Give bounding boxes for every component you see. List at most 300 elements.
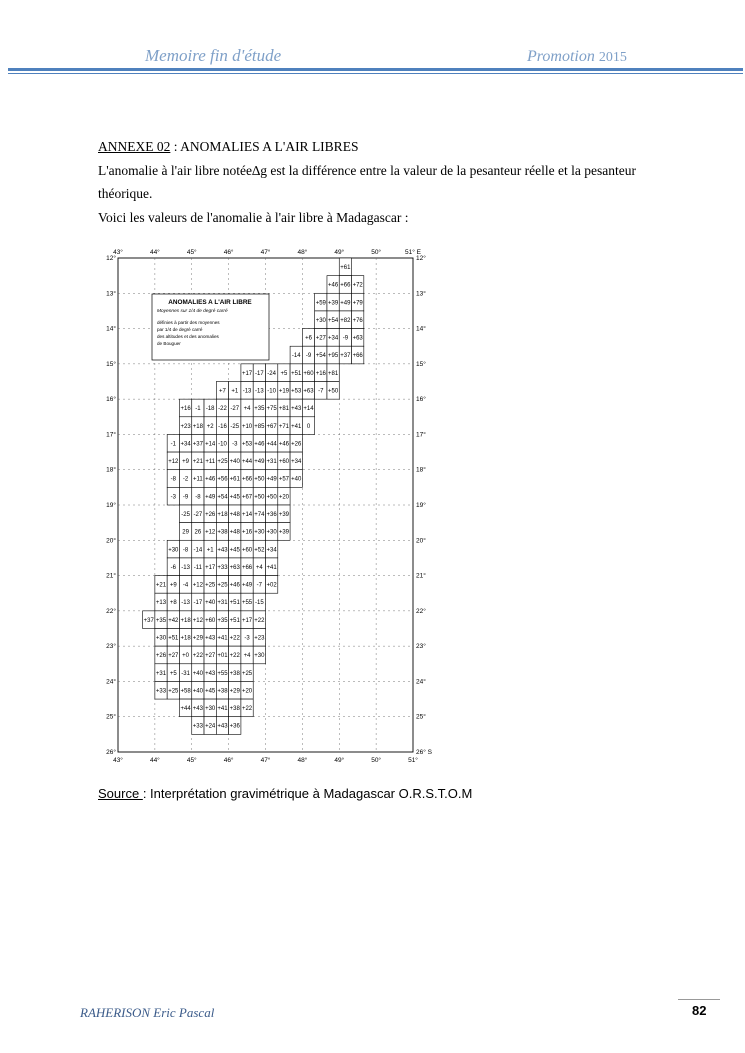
- anomaly-value: +25: [168, 688, 179, 695]
- anomaly-cell: [179, 646, 191, 664]
- anomaly-cell: [290, 346, 302, 364]
- anomaly-cell: [253, 611, 265, 629]
- anomaly-value: +45: [205, 688, 216, 695]
- anomaly-value: -25: [181, 512, 190, 519]
- anomaly-cell: [179, 593, 191, 611]
- anomaly-cell: [229, 434, 241, 452]
- anomaly-value: +50: [254, 494, 265, 501]
- anomaly-value: -11: [193, 564, 203, 571]
- anomaly-cell: [167, 470, 179, 488]
- anomaly-value: -7: [256, 582, 263, 589]
- anomaly-value: +22: [192, 653, 203, 660]
- anomaly-cell: [192, 664, 204, 682]
- anomaly-cell: [179, 399, 191, 417]
- anomaly-cell: [216, 681, 228, 699]
- anomaly-cell: [216, 540, 228, 558]
- anomaly-cell: [266, 470, 278, 488]
- anomaly-cell: [179, 664, 191, 682]
- anomaly-cell: [229, 452, 241, 470]
- anomaly-value: +33: [217, 564, 228, 571]
- legend-subtitle: Moyennes sur 1/4 de degré carré: [157, 309, 228, 314]
- anomaly-value: +27: [315, 335, 326, 342]
- anomaly-value: +71: [278, 423, 290, 430]
- anomaly-value: +46: [254, 441, 265, 448]
- anomaly-value: +38: [229, 670, 240, 677]
- anomaly-cell: [315, 364, 327, 382]
- anomaly-value: +59: [315, 300, 326, 307]
- anomaly-value: +46: [328, 282, 339, 289]
- header-title-left: Memoire fin d'étude: [145, 46, 282, 65]
- anomaly-cell: [179, 576, 191, 594]
- anomaly-value: -3: [244, 635, 250, 642]
- anomaly-cell: [290, 417, 302, 435]
- anomaly-cell: [192, 646, 204, 664]
- anomaly-value: +34: [180, 441, 191, 448]
- anomaly-cell: [216, 611, 228, 629]
- anomaly-value: +41: [266, 564, 277, 571]
- anomaly-value: +49: [340, 300, 351, 307]
- anomaly-value: +66: [352, 353, 363, 360]
- anomaly-value: -1: [195, 406, 201, 413]
- anomaly-value: +60: [241, 547, 253, 554]
- anomaly-value: +51: [168, 635, 179, 642]
- anomaly-cell: [204, 717, 216, 735]
- anomaly-cell: [216, 523, 228, 541]
- longitude-label-bottom: 51°: [408, 757, 418, 764]
- anomaly-cell: [179, 470, 191, 488]
- anomaly-value: +19: [278, 388, 290, 395]
- legend-title: ANOMALIES A L'AIR LIBRE: [168, 299, 252, 306]
- anomaly-cell: [179, 417, 191, 435]
- anomaly-value: +41: [217, 706, 228, 713]
- anomaly-value: 26: [194, 529, 202, 536]
- anomaly-value: +60: [278, 459, 290, 466]
- anomaly-value: +46: [205, 476, 216, 483]
- anomaly-value: +55: [241, 600, 253, 607]
- anomaly-value: +50: [328, 388, 339, 395]
- anomaly-cell: [216, 629, 228, 647]
- anomaly-cell: [192, 434, 204, 452]
- anomaly-value: +38: [217, 688, 228, 695]
- anomaly-cell: [339, 293, 351, 311]
- anomaly-cell: [204, 558, 216, 576]
- anomaly-value: +66: [241, 476, 253, 483]
- anomaly-cell: [229, 399, 241, 417]
- anomaly-value: +2: [206, 423, 214, 430]
- anomaly-cell: [278, 452, 290, 470]
- anomaly-value: 29: [182, 529, 189, 536]
- latitude-label-right: 15°: [416, 360, 426, 368]
- anomaly-cell: [302, 382, 314, 400]
- anomaly-value: -16: [218, 423, 227, 430]
- anomaly-cell: [204, 399, 216, 417]
- anomaly-cell: [253, 540, 265, 558]
- anomaly-cell: [253, 452, 265, 470]
- anomaly-cell: [290, 434, 302, 452]
- anomaly-cell: [266, 523, 278, 541]
- latitude-label-left: 21°: [106, 572, 116, 580]
- anomaly-cell: [192, 399, 204, 417]
- anomaly-value: +20: [278, 494, 290, 501]
- anomaly-value: +46: [229, 582, 240, 589]
- anomaly-value: +5: [280, 370, 288, 377]
- longitude-label-bottom: 45°: [186, 757, 197, 764]
- anomaly-value: +4: [255, 564, 263, 571]
- anomaly-cell: [266, 399, 278, 417]
- anomaly-value: +16: [180, 406, 191, 413]
- anomaly-value: +4: [243, 653, 251, 660]
- anomaly-cell: [179, 487, 191, 505]
- anomaly-value: +42: [168, 617, 179, 624]
- anomaly-value: +10: [241, 423, 253, 430]
- anomaly-cell: [352, 276, 364, 294]
- anomaly-cell: [229, 470, 241, 488]
- latitude-label-left: 16°: [106, 396, 116, 404]
- longitude-label-top: 50°: [371, 249, 382, 256]
- annex-title: [98, 137, 358, 157]
- anomaly-cell: [179, 505, 191, 523]
- anomaly-cell: [179, 681, 191, 699]
- source-note: [98, 786, 472, 801]
- anomaly-cell: [216, 576, 228, 594]
- longitude-label-top: 43°: [113, 249, 123, 256]
- anomaly-cell: [216, 699, 228, 717]
- annex-label: ANNEXE 02: [98, 139, 171, 154]
- longitude-label-bottom: 46°: [223, 757, 234, 764]
- anomaly-cell: [241, 558, 253, 576]
- anomaly-value: -17: [193, 600, 203, 607]
- anomaly-value: +02: [266, 582, 277, 589]
- page-number: 82: [692, 1003, 707, 1018]
- anomaly-cell: [253, 382, 265, 400]
- latitude-label-left: 19°: [106, 502, 116, 509]
- anomaly-value: +5: [169, 670, 177, 677]
- latitude-label-left: 23°: [106, 643, 116, 651]
- anomaly-value: +44: [266, 441, 277, 448]
- anomaly-value: +41: [291, 423, 302, 430]
- anomaly-cell: [155, 576, 167, 594]
- anomaly-cell: [229, 611, 241, 629]
- anomaly-cell: [229, 487, 241, 505]
- anomaly-cell: [192, 523, 204, 541]
- anomaly-cell: [167, 452, 179, 470]
- anomaly-cell: [192, 681, 204, 699]
- anomaly-cell: [253, 505, 265, 523]
- anomaly-value: +25: [217, 582, 228, 589]
- anomaly-value: +7: [219, 388, 226, 395]
- anomaly-cell: [179, 523, 191, 541]
- anomaly-cell: [192, 540, 204, 558]
- anomaly-value: +17: [241, 617, 253, 624]
- anomaly-cell: [229, 593, 241, 611]
- anomaly-value: +22: [229, 635, 240, 642]
- anomaly-value: -17: [255, 370, 264, 377]
- anomaly-cell: [229, 505, 241, 523]
- anomaly-cell: [229, 664, 241, 682]
- anomaly-value: +36: [266, 512, 277, 519]
- anomaly-cell: [278, 434, 290, 452]
- anomaly-cell: [241, 417, 253, 435]
- latitude-label-left: 24°: [106, 678, 116, 686]
- anomaly-value: +60: [205, 617, 216, 624]
- anomaly-value: +31: [217, 600, 228, 607]
- anomaly-value: +45: [229, 547, 240, 554]
- anomaly-cell: [155, 593, 167, 611]
- longitude-label-top: 51° E: [405, 249, 421, 256]
- anomaly-value: +33: [155, 688, 167, 695]
- anomaly-cell: [241, 540, 253, 558]
- anomaly-value: +36: [229, 723, 240, 730]
- anomaly-value: +29: [192, 635, 203, 642]
- anomaly-value: +67: [241, 494, 253, 501]
- anomaly-value: -14: [193, 547, 203, 554]
- anomaly-cell: [290, 470, 302, 488]
- anomaly-value: +46: [278, 441, 290, 448]
- anomaly-value: +11: [205, 459, 216, 466]
- anomaly-cell: [192, 452, 204, 470]
- anomaly-value: +39: [278, 529, 290, 536]
- anomaly-value: +22: [229, 653, 240, 660]
- anomaly-value: -6: [170, 564, 176, 571]
- anomaly-value: +61: [340, 265, 351, 272]
- longitude-label-bottom: 43°: [113, 757, 123, 764]
- anomaly-cell: [266, 505, 278, 523]
- anomaly-cell: [241, 646, 253, 664]
- anomaly-cell: [253, 523, 265, 541]
- anomaly-cell: [290, 399, 302, 417]
- anomaly-value: +49: [266, 476, 277, 483]
- anomaly-value: -15: [255, 600, 264, 607]
- anomaly-value: -13: [181, 600, 190, 607]
- anomaly-cell: [278, 364, 290, 382]
- anomaly-value: +63: [303, 388, 314, 395]
- header-year: 2015: [598, 50, 627, 65]
- latitude-label-left: 26°: [106, 749, 116, 756]
- anomaly-cell: [241, 399, 253, 417]
- anomaly-cell: [302, 329, 314, 347]
- anomaly-cell: [278, 470, 290, 488]
- anomaly-cell: [204, 593, 216, 611]
- latitude-label-left: 13°: [106, 290, 116, 298]
- source-text: : Interprétation gravimétrique à Madagascar O.R.S.T.O.M: [142, 786, 473, 801]
- anomaly-cell: [278, 399, 290, 417]
- latitude-label-right: 18°: [416, 466, 426, 474]
- anomaly-cell: [290, 382, 302, 400]
- anomaly-cell: [167, 558, 179, 576]
- anomaly-value: +13: [155, 600, 167, 607]
- anomaly-value: +12: [205, 529, 216, 536]
- anomaly-cell: [253, 558, 265, 576]
- anomaly-value: +34: [328, 335, 339, 342]
- anomaly-value: -22: [218, 406, 227, 413]
- anomaly-value: +37: [143, 617, 154, 624]
- anomaly-value: +18: [217, 512, 228, 519]
- anomaly-cell: [241, 487, 253, 505]
- anomaly-cell: [266, 434, 278, 452]
- anomaly-cell: [266, 487, 278, 505]
- anomaly-cell: [315, 293, 327, 311]
- longitude-label-bottom: 49°: [334, 757, 345, 764]
- latitude-label-right: 14°: [416, 325, 426, 333]
- anomaly-cell: [266, 382, 278, 400]
- anomaly-cell: [315, 382, 327, 400]
- anomaly-value: +51: [229, 617, 240, 624]
- header-title-right: [527, 48, 627, 66]
- anomaly-cell: [241, 523, 253, 541]
- anomaly-cell: [167, 576, 179, 594]
- latitude-label-left: 25°: [106, 713, 116, 721]
- latitude-label-right: 19°: [416, 502, 426, 509]
- anomaly-value: +22: [241, 706, 253, 713]
- anomaly-value: +30: [155, 635, 167, 642]
- anomaly-cell: [278, 487, 290, 505]
- latitude-label-right: 13°: [416, 290, 426, 298]
- anomaly-cell: [339, 311, 351, 329]
- latitude-label-right: 21°: [416, 572, 426, 580]
- anomaly-value: -9: [305, 353, 312, 360]
- anomaly-cell: [229, 417, 241, 435]
- latitude-label-right: 23°: [416, 643, 426, 651]
- anomaly-value: -9: [342, 335, 349, 342]
- anomaly-value: +63: [229, 564, 240, 571]
- anomaly-cell: [216, 505, 228, 523]
- anomaly-value: +60: [303, 370, 314, 377]
- anomaly-value: +44: [180, 706, 191, 713]
- legend-line-2: par 1/4 de degré carré: [157, 327, 203, 332]
- anomaly-value: +48: [229, 529, 240, 536]
- anomaly-cell: [192, 505, 204, 523]
- latitude-label-right: 20°: [416, 537, 426, 545]
- anomaly-value: -8: [170, 476, 176, 483]
- anomaly-cell: [253, 399, 265, 417]
- anomaly-cell: [241, 452, 253, 470]
- anomaly-value: +30: [254, 529, 265, 536]
- anomaly-value: +9: [182, 459, 190, 466]
- anomaly-cell: [216, 382, 228, 400]
- anomaly-cell: [229, 523, 241, 541]
- anomaly-value: +14: [205, 441, 216, 448]
- anomaly-cell: [167, 487, 179, 505]
- anomaly-cell: [167, 593, 179, 611]
- anomaly-cell: [155, 664, 167, 682]
- anomaly-cell: [192, 417, 204, 435]
- anomaly-value: -9: [182, 494, 189, 501]
- anomaly-value: +43: [291, 406, 302, 413]
- anomaly-value: +53: [291, 388, 302, 395]
- anomaly-value: +31: [155, 670, 167, 677]
- anomaly-value: +45: [229, 494, 240, 501]
- anomaly-cell: [266, 558, 278, 576]
- anomaly-value: +37: [340, 353, 351, 360]
- anomaly-cell: [241, 664, 253, 682]
- anomaly-cell: [155, 629, 167, 647]
- longitude-label-bottom: 50°: [371, 757, 382, 764]
- anomaly-cell: [216, 558, 228, 576]
- longitude-label-top: 45°: [186, 249, 197, 256]
- anomaly-cell: [229, 681, 241, 699]
- anomaly-cell: [216, 646, 228, 664]
- anomaly-cell: [229, 576, 241, 594]
- anomaly-value: -4: [182, 582, 189, 589]
- anomaly-value: +43: [217, 723, 228, 730]
- anomaly-cell: [216, 487, 228, 505]
- anomaly-cell: [302, 364, 314, 382]
- longitude-label-top: 49°: [334, 249, 345, 256]
- legend-line-1: définies à partir des moyennes: [157, 320, 220, 325]
- anomaly-cell: [352, 293, 364, 311]
- anomaly-cell: [339, 258, 351, 276]
- anomaly-cell: [302, 346, 314, 364]
- latitude-label-left: 22°: [106, 607, 116, 615]
- anomaly-cell: [229, 699, 241, 717]
- anomaly-cell: [192, 629, 204, 647]
- anomaly-value: +74: [254, 512, 265, 519]
- anomaly-value: +52: [254, 547, 265, 554]
- latitude-label-left: 14°: [106, 325, 116, 333]
- header-rule-thin: [8, 73, 743, 74]
- anomaly-cell: [315, 329, 327, 347]
- anomaly-value: +61: [229, 476, 240, 483]
- anomaly-cell: [192, 470, 204, 488]
- anomaly-value: +25: [217, 459, 228, 466]
- intro-line: Voici les valeurs de l'anomalie à l'air libre à Madagascar :: [98, 210, 409, 225]
- anomaly-cell: [266, 364, 278, 382]
- anomaly-value: -27: [230, 406, 240, 413]
- latitude-label-left: 15°: [106, 360, 116, 368]
- anomaly-value: -10: [218, 441, 227, 448]
- anomaly-value: +40: [291, 476, 302, 483]
- anomaly-cell: [204, 540, 216, 558]
- anomaly-value: +72: [352, 282, 363, 289]
- anomaly-value: -3: [232, 441, 238, 448]
- anomaly-value: +85: [254, 423, 265, 430]
- anomaly-value: +66: [340, 282, 351, 289]
- anomaly-cell: [192, 576, 204, 594]
- anomaly-cell: [179, 629, 191, 647]
- anomaly-cell: [204, 505, 216, 523]
- anomaly-cell: [253, 593, 265, 611]
- longitude-label-top: 44°: [149, 249, 160, 256]
- anomaly-value: -13: [242, 388, 252, 395]
- anomaly-cell: [204, 576, 216, 594]
- anomaly-cell: [179, 611, 191, 629]
- anomaly-value: +54: [315, 353, 326, 360]
- anomaly-value: +48: [229, 512, 240, 519]
- anomaly-cell: [241, 364, 253, 382]
- anomaly-value: +44: [241, 459, 253, 466]
- anomaly-cell: [278, 417, 290, 435]
- anomaly-value: +16: [241, 529, 253, 536]
- anomaly-value: +01: [217, 653, 228, 660]
- anomaly-cell: [253, 576, 265, 594]
- anomaly-value: +25: [241, 670, 253, 677]
- anomaly-cell: [192, 593, 204, 611]
- latitude-label-right: 17°: [416, 431, 426, 439]
- anomaly-value: +58: [180, 688, 191, 695]
- anomaly-value: +37: [192, 441, 203, 448]
- anomaly-cell: [155, 646, 167, 664]
- anomaly-cell: [352, 311, 364, 329]
- latitude-label-right: 12°: [416, 255, 426, 262]
- anomaly-cell: [204, 646, 216, 664]
- anomaly-cell: [167, 646, 179, 664]
- anomaly-cell: [327, 293, 339, 311]
- anomaly-value: +31: [266, 459, 277, 466]
- anomaly-value: -1: [170, 441, 176, 448]
- anomaly-cell: [253, 470, 265, 488]
- anomaly-value: +21: [155, 582, 167, 589]
- anomaly-cell: [204, 452, 216, 470]
